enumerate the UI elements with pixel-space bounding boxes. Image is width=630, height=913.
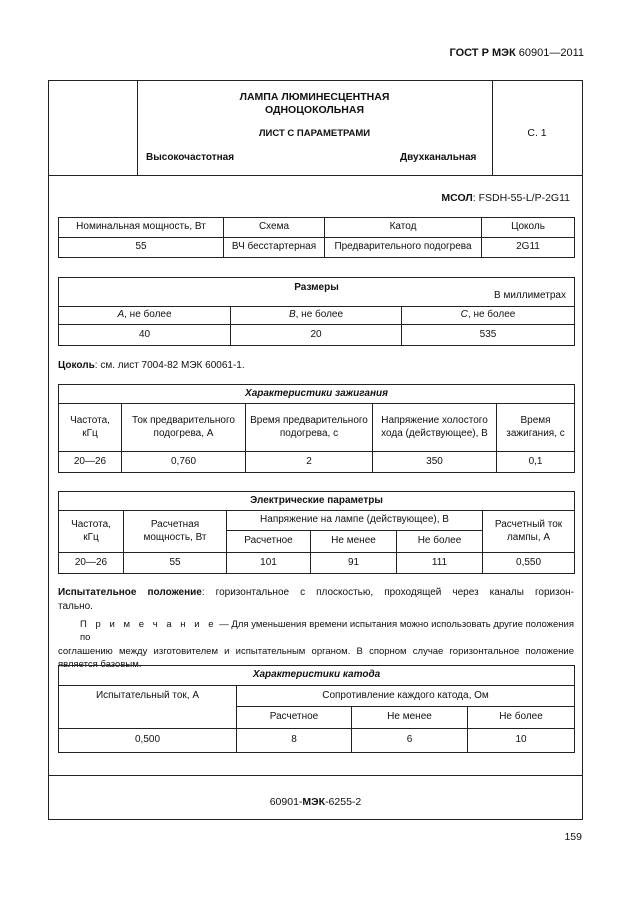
electrical-sub-min: Не менее <box>311 531 397 553</box>
electrical-table <box>58 491 575 574</box>
header-divider <box>49 175 582 176</box>
cathode-value-rated: 8 <box>237 729 352 753</box>
general-header-cathode: Катод <box>325 218 482 238</box>
ignition-table <box>58 384 575 473</box>
electrical-header-voltage: Напряжение на лампе (действующее), В <box>227 511 483 531</box>
test-position-text-2: тально. <box>58 601 93 612</box>
cathode-value-min: 6 <box>352 729 468 753</box>
ignition-value-preheat-time: 2 <box>246 452 373 473</box>
general-header-circuit: Схема <box>224 218 325 238</box>
designation-label: МСОЛ <box>441 192 473 204</box>
electrical-value-max-voltage: 111 <box>397 553 483 574</box>
sheet-code-part3: -6255-2 <box>325 796 362 808</box>
lamp-type-left: Высокочастотная <box>146 152 235 163</box>
cathode-value-current: 0,500 <box>59 729 237 753</box>
ignition-value-preheat-current: 0,760 <box>122 452 246 473</box>
ignition-header-freq: Частота, кГц <box>59 404 122 452</box>
test-position <box>58 586 574 614</box>
cathode-title: Характеристики катода <box>59 666 575 686</box>
general-header-power: Номинальная мощность, Вт <box>59 218 224 238</box>
sheet-code <box>48 796 583 808</box>
ignition-title: Характеристики зажигания <box>59 385 575 404</box>
test-position-text-1: : горизонтальное с плоскостью, проходящей через каналы горизон- <box>201 587 574 598</box>
general-header-cap: Цоколь <box>482 218 575 238</box>
sheet-title: ЛИСТ С ПАРАМЕТРАМИ <box>258 128 371 139</box>
page-number: 159 <box>564 831 582 843</box>
lamp-title-line2: ОДНОЦОКОЛЬНАЯ <box>264 104 365 116</box>
cap-label: Цоколь <box>58 360 95 371</box>
general-value-cap: 2G11 <box>482 238 575 258</box>
ignition-header-preheat-time: Время предварительного подогрева, с <box>246 404 373 452</box>
ignition-value-ignition-time: 0,1 <box>497 452 575 473</box>
note-line-2: соглашению между изготовителем и испытательным органом. В спорном случае горизонтальное положение <box>58 645 574 657</box>
electrical-title: Электрические параметры <box>59 492 575 511</box>
dim-suffix-a: , не более <box>124 309 172 321</box>
dim-value-a: 40 <box>59 325 231 346</box>
designation <box>441 192 570 204</box>
dim-var-c: C <box>460 309 468 321</box>
dim-var-a: A <box>117 309 125 321</box>
note-line-1: — Для уменьшения времени испытания можно использовать другие положения по <box>80 619 575 644</box>
standard-designation <box>449 47 584 59</box>
test-position-label: Испытательное положение <box>58 587 202 598</box>
cathode-sub-rated: Расчетное <box>237 707 352 729</box>
general-value-cathode: Предварительного подогрева <box>325 238 482 258</box>
general-value-circuit: ВЧ бесстартерная <box>224 238 325 258</box>
note-label: П р и м е ч а н и е <box>80 619 217 630</box>
lamp-type-right: Двухканальная <box>400 152 477 163</box>
electrical-header-current: Расчетный ток лампы, А <box>483 511 575 553</box>
cap-reference <box>58 360 245 371</box>
footer-divider <box>49 775 582 776</box>
ignition-header-preheat-current: Ток предварительного подогрева, А <box>122 404 246 452</box>
dimensions-title: Размеры <box>294 282 339 293</box>
designation-value: : FSDH-55-L/P-2G11 <box>472 192 570 204</box>
cathode-header-current: Испытательный ток, А <box>59 686 237 729</box>
cap-text: : см. лист 7004-82 МЭК 60061-1. <box>94 360 245 371</box>
cathode-sub-max: Не более <box>468 707 575 729</box>
cathode-value-max: 10 <box>468 729 575 753</box>
electrical-value-min-voltage: 91 <box>311 553 397 574</box>
dimensions-unit: В миллиметрах <box>494 290 566 301</box>
ignition-value-freq: 20—26 <box>59 452 122 473</box>
electrical-value-rated-voltage: 101 <box>227 553 311 574</box>
dim-header-c <box>402 307 575 325</box>
electrical-header-power: Расчетная мощность, Вт <box>124 511 227 553</box>
dim-var-b: B <box>288 309 296 321</box>
standard-prefix: ГОСТ Р МЭК <box>449 47 516 59</box>
dim-header-a <box>59 307 231 325</box>
electrical-header-freq: Частота, кГц <box>59 511 124 553</box>
lamp-title-line1: ЛАМПА ЛЮМИНЕСЦЕНТНАЯ <box>239 91 390 103</box>
electrical-value-freq: 20—26 <box>59 553 124 574</box>
electrical-sub-rated: Расчетное <box>227 531 311 553</box>
dim-value-c: 535 <box>402 325 575 346</box>
standard-number: 60901—2011 <box>518 47 584 59</box>
page-ref: С. 1 <box>527 127 547 139</box>
lamp-title <box>137 91 492 117</box>
electrical-sub-max: Не более <box>397 531 483 553</box>
sheet-code-part1: 60901- <box>269 796 303 808</box>
dimensions-title-cell <box>59 278 575 307</box>
dimensions-table <box>58 277 575 346</box>
general-table <box>58 217 575 258</box>
dim-header-b <box>231 307 402 325</box>
cathode-sub-min: Не менее <box>352 707 468 729</box>
electrical-value-current: 0,550 <box>483 553 575 574</box>
sheet-code-part2: МЭК <box>302 796 326 808</box>
dim-suffix-b: , не более <box>295 309 344 321</box>
note-line-3: является базовым. <box>58 658 142 670</box>
ignition-header-ignition-time: Время зажигания, с <box>497 404 575 452</box>
cathode-header-resistance: Сопротивление каждого катода, Ом <box>237 686 575 707</box>
dim-suffix-c: , не более <box>467 309 516 321</box>
dim-value-b: 20 <box>231 325 402 346</box>
electrical-value-power: 55 <box>124 553 227 574</box>
ignition-header-ocv: Напряжение холостого хода (действующее), В <box>373 404 497 452</box>
ignition-value-ocv: 350 <box>373 452 497 473</box>
general-value-power: 55 <box>59 238 224 258</box>
cathode-table <box>58 665 575 753</box>
note <box>58 618 574 671</box>
